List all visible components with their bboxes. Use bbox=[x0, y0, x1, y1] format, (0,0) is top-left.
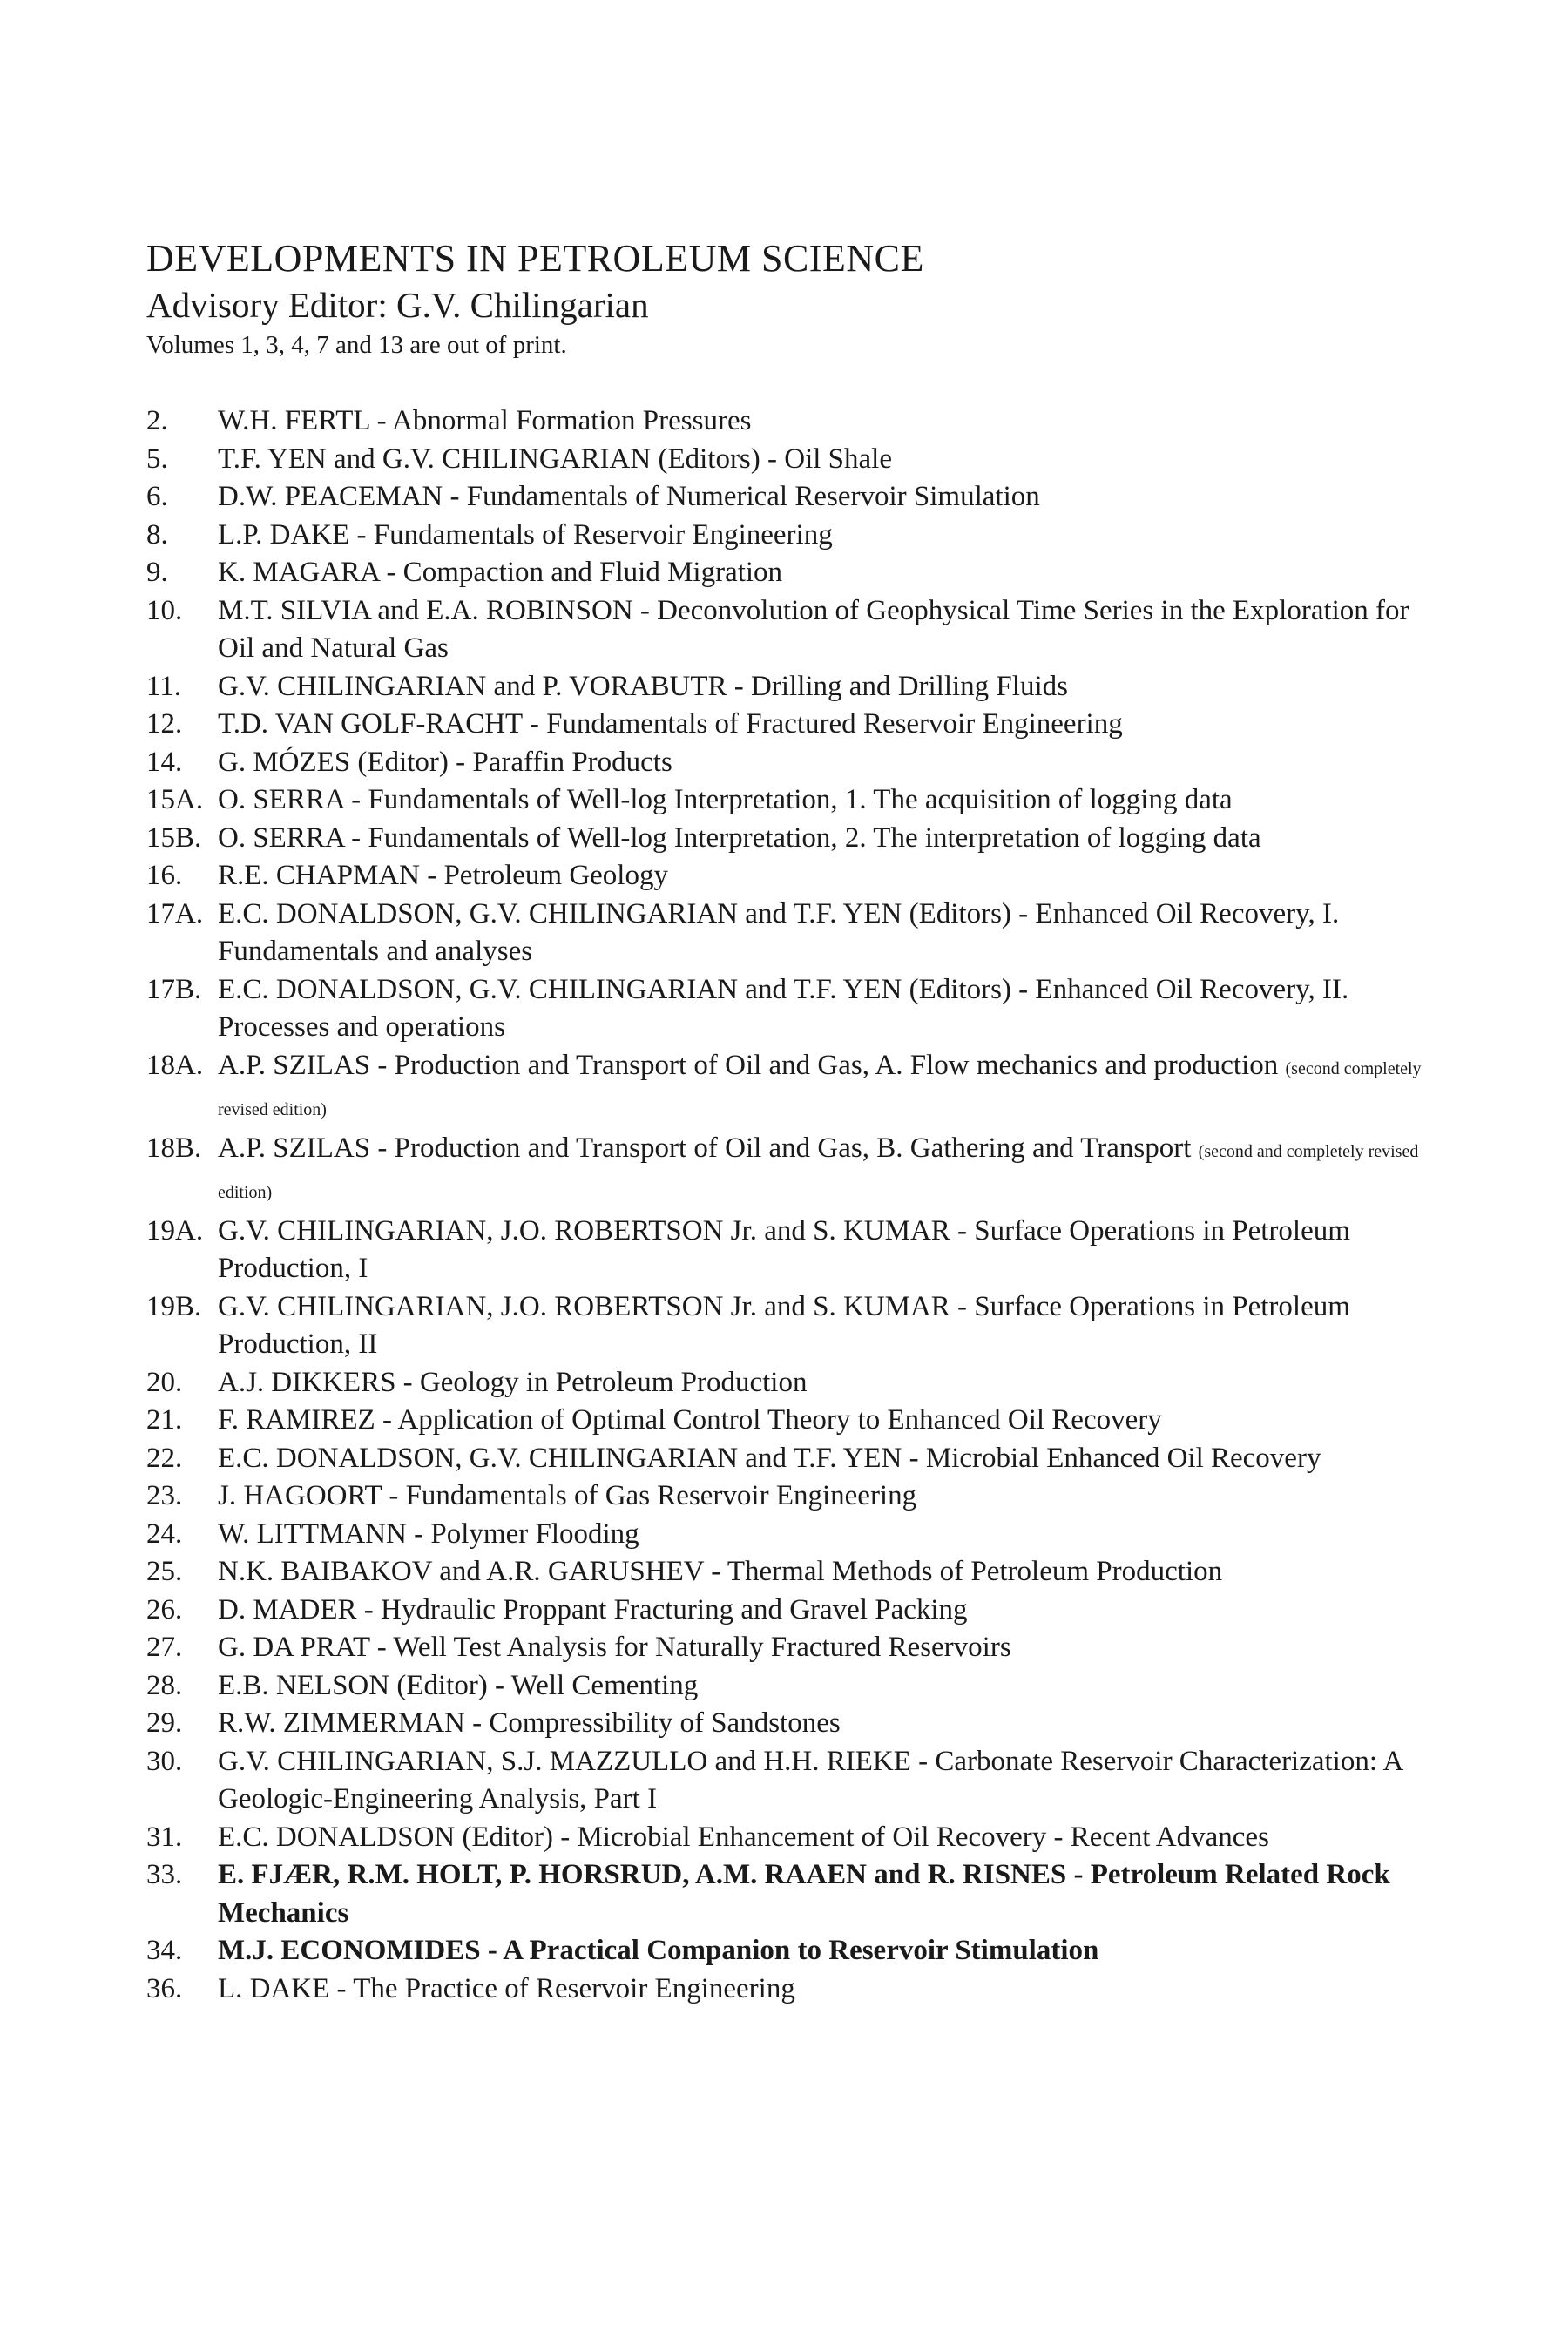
volume-number: 29. bbox=[146, 1707, 183, 1739]
volume-number: 26. bbox=[146, 1593, 183, 1625]
volume-entry bbox=[218, 1288, 1427, 1364]
volume-number: 31. bbox=[146, 1821, 183, 1853]
volume-number: 10. bbox=[146, 594, 183, 626]
volume-number: 30. bbox=[146, 1745, 183, 1777]
list-item bbox=[146, 896, 1427, 971]
volume-title: G. MÓZES (Editor) - Paraffin Products bbox=[218, 746, 672, 778]
volume-entry bbox=[218, 820, 1427, 858]
volume-entry bbox=[218, 1705, 1427, 1743]
volume-entry bbox=[218, 1047, 1427, 1130]
list-item bbox=[146, 1970, 1427, 2009]
volume-title: R.W. ZIMMERMAN - Compressibility of Sandstones bbox=[218, 1707, 841, 1739]
volume-number: 6. bbox=[146, 481, 168, 512]
volume-entry bbox=[218, 744, 1427, 782]
list-item bbox=[146, 1705, 1427, 1743]
list-item bbox=[146, 1592, 1427, 1630]
list-item bbox=[146, 1629, 1427, 1667]
volume-number: 16. bbox=[146, 860, 183, 891]
volume-number: 24. bbox=[146, 1517, 183, 1550]
volume-number: 5. bbox=[146, 443, 168, 475]
list-item bbox=[146, 402, 1427, 441]
list-item bbox=[146, 1516, 1427, 1554]
list-item bbox=[146, 1553, 1427, 1592]
volume-entry bbox=[218, 896, 1427, 971]
volume-title: L. DAKE - The Practice of Reservoir Engineering bbox=[218, 1972, 795, 2004]
volume-entry bbox=[218, 1402, 1427, 1440]
list-item bbox=[146, 1402, 1427, 1440]
list-item bbox=[146, 478, 1427, 517]
volume-entry bbox=[218, 478, 1427, 517]
volume-entry bbox=[218, 1477, 1427, 1516]
volume-entry bbox=[218, 781, 1427, 820]
volume-title: E.C. DONALDSON, G.V. CHILINGARIAN and T.F. YEN (Editors) - Enhanced Oil Recovery, II. Processes and operations bbox=[218, 973, 1349, 1043]
volume-number: 19B. bbox=[146, 1290, 202, 1322]
volume-title: A.P. SZILAS - Production and Transport of Oil and Gas, B. Gathering and Transport bbox=[218, 1132, 1192, 1164]
volume-entry bbox=[218, 1856, 1427, 1932]
volume-entry bbox=[218, 592, 1427, 668]
volume-title: E.B. NELSON (Editor) - Well Cementing bbox=[218, 1669, 699, 1701]
advisory-editor: Advisory Editor: G.V. Chilingarian bbox=[146, 285, 649, 325]
volume-entry bbox=[218, 971, 1427, 1047]
volume-number: 9. bbox=[146, 557, 168, 588]
volume-entry bbox=[218, 1516, 1427, 1554]
list-item bbox=[146, 592, 1427, 668]
volume-entry bbox=[218, 1592, 1427, 1630]
volume-title: T.F. YEN and G.V. CHILINGARIAN (Editors) - Oil Shale bbox=[218, 443, 892, 475]
volume-number: 15B. bbox=[146, 821, 202, 854]
volume-number: 19A. bbox=[146, 1214, 204, 1247]
list-item bbox=[146, 1667, 1427, 1706]
volume-entry bbox=[218, 1932, 1427, 1970]
list-item bbox=[146, 1130, 1427, 1213]
volume-edition-note: (second and completely revised edition) bbox=[218, 1141, 1419, 1202]
volume-title: W. LITTMANN - Polymer Flooding bbox=[218, 1517, 639, 1550]
volume-edition-note: (second completely revised edition) bbox=[218, 1058, 1422, 1119]
volume-title: E.C. DONALDSON (Editor) - Microbial Enhancement of Oil Recovery - Recent Advances bbox=[218, 1821, 1269, 1853]
volume-title: G.V. CHILINGARIAN, J.O. ROBERTSON Jr. and S. KUMAR - Surface Operations in Petroleum Production, II bbox=[218, 1290, 1350, 1360]
volume-number: 17B. bbox=[146, 973, 202, 1005]
volume-number: 14. bbox=[146, 746, 183, 778]
volume-title: F. RAMIREZ - Application of Optimal Control Theory to Enhanced Oil Recovery bbox=[218, 1404, 1162, 1436]
volume-title: K. MAGARA - Compaction and Fluid Migration bbox=[218, 557, 783, 588]
volume-title: E.C. DONALDSON, G.V. CHILINGARIAN and T.F. YEN (Editors) - Enhanced Oil Recovery, I. Fundamentals and analyses bbox=[218, 897, 1340, 967]
list-item bbox=[146, 1440, 1427, 1478]
list-item bbox=[146, 744, 1427, 782]
volume-entry bbox=[218, 441, 1427, 479]
volume-entry bbox=[218, 1743, 1427, 1819]
volume-title: E.C. DONALDSON, G.V. CHILINGARIAN and T.F. YEN - Microbial Enhanced Oil Recovery bbox=[218, 1442, 1321, 1474]
volume-number: 18B. bbox=[146, 1132, 202, 1164]
list-item bbox=[146, 517, 1427, 555]
volume-title: O. SERRA - Fundamentals of Well-log Interpretation, 2. The interpretation of logging data bbox=[218, 821, 1261, 854]
volume-number: 2. bbox=[146, 405, 168, 436]
series-header bbox=[146, 237, 1453, 361]
volume-entry bbox=[218, 1819, 1427, 1857]
volume-number: 27. bbox=[146, 1632, 183, 1663]
volume-entry bbox=[218, 517, 1427, 555]
volume-number: 17A. bbox=[146, 897, 204, 929]
list-item bbox=[146, 1819, 1427, 1857]
volume-entry bbox=[218, 1130, 1427, 1213]
volume-title: G.V. CHILINGARIAN, J.O. ROBERTSON Jr. and S. KUMAR - Surface Operations in Petroleum Production, I bbox=[218, 1214, 1350, 1284]
list-item bbox=[146, 1477, 1427, 1516]
list-item bbox=[146, 1932, 1427, 1970]
volume-number: 12. bbox=[146, 708, 183, 740]
volume-number: 8. bbox=[146, 518, 168, 551]
volume-title: M.J. ECONOMIDES - A Practical Companion to Reservoir Stimulation bbox=[218, 1935, 1099, 1966]
volume-title: D.W. PEACEMAN - Fundamentals of Numerical Reservoir Simulation bbox=[218, 481, 1040, 512]
volume-title: D. MADER - Hydraulic Proppant Fracturing and Gravel Packing bbox=[218, 1593, 968, 1625]
volume-entry bbox=[218, 1667, 1427, 1706]
volume-number: 22. bbox=[146, 1442, 183, 1474]
volume-title: E. FJÆR, R.M. HOLT, P. HORSRUD, A.M. RAAEN and R. RISNES - Petroleum Related Rock Mechanics bbox=[218, 1859, 1390, 1929]
volume-entry bbox=[218, 857, 1427, 896]
list-item bbox=[146, 1743, 1427, 1819]
volume-entry bbox=[218, 1364, 1427, 1402]
volume-number: 20. bbox=[146, 1366, 183, 1398]
volume-title: G. DA PRAT - Well Test Analysis for Naturally Fractured Reservoirs bbox=[218, 1632, 1011, 1663]
volume-number: 11. bbox=[146, 670, 182, 702]
volume-title: L.P. DAKE - Fundamentals of Reservoir Engineering bbox=[218, 518, 833, 551]
volume-title: A.J. DIKKERS - Geology in Petroleum Production bbox=[218, 1366, 808, 1398]
list-item bbox=[146, 668, 1427, 706]
volume-entry bbox=[218, 1213, 1427, 1288]
list-item bbox=[146, 857, 1427, 896]
volume-title: M.T. SILVIA and E.A. ROBINSON - Deconvolution of Geophysical Time Series in the Exploration for Oil and Natural Gas bbox=[218, 594, 1409, 664]
volume-title: R.E. CHAPMAN - Petroleum Geology bbox=[218, 860, 668, 891]
volume-entry bbox=[218, 1629, 1427, 1667]
volume-title: G.V. CHILINGARIAN and P. VORABUTR - Drilling and Drilling Fluids bbox=[218, 670, 1068, 702]
list-item bbox=[146, 554, 1427, 592]
volume-number: 25. bbox=[146, 1556, 183, 1587]
list-item bbox=[146, 781, 1427, 820]
volume-entry bbox=[218, 1970, 1427, 2009]
volume-title: G.V. CHILINGARIAN, S.J. MAZZULLO and H.H. RIEKE - Carbonate Reservoir Characterization: A Geologic-Engineering Analysis, Part I bbox=[218, 1745, 1402, 1815]
list-item bbox=[146, 1213, 1427, 1288]
volume-number: 33. bbox=[146, 1859, 183, 1890]
volume-title: N.K. BAIBAKOV and A.R. GARUSHEV - Thermal Methods of Petroleum Production bbox=[218, 1556, 1223, 1587]
volume-title: T.D. VAN GOLF-RACHT - Fundamentals of Fractured Reservoir Engineering bbox=[218, 708, 1123, 740]
list-item bbox=[146, 441, 1427, 479]
list-item bbox=[146, 1856, 1427, 1932]
volume-number: 18A. bbox=[146, 1049, 204, 1081]
volume-number: 21. bbox=[146, 1404, 183, 1436]
list-item bbox=[146, 1047, 1427, 1130]
volume-title: O. SERRA - Fundamentals of Well-log Interpretation, 1. The acquisition of logging data bbox=[218, 784, 1233, 815]
volume-number: 36. bbox=[146, 1972, 183, 2004]
volume-number: 15A. bbox=[146, 784, 204, 815]
volume-entry bbox=[218, 402, 1427, 441]
series-title: DEVELOPMENTS IN PETROLEUM SCIENCE bbox=[146, 237, 924, 280]
list-item bbox=[146, 820, 1427, 858]
volume-entry bbox=[218, 554, 1427, 592]
list-item bbox=[146, 1364, 1427, 1402]
volume-entry bbox=[218, 1553, 1427, 1592]
volume-number: 28. bbox=[146, 1669, 183, 1701]
volume-title: A.P. SZILAS - Production and Transport of Oil and Gas, A. Flow mechanics and production bbox=[218, 1049, 1279, 1081]
volume-number: 34. bbox=[146, 1935, 183, 1966]
volume-entry bbox=[218, 668, 1427, 706]
volume-title: W.H. FERTL - Abnormal Formation Pressures bbox=[218, 405, 752, 436]
volume-number: 23. bbox=[146, 1480, 183, 1511]
volume-entry bbox=[218, 1440, 1427, 1478]
volume-list bbox=[146, 402, 1427, 2008]
list-item bbox=[146, 706, 1427, 744]
list-item bbox=[146, 1288, 1427, 1364]
list-item bbox=[146, 971, 1427, 1047]
volume-entry bbox=[218, 706, 1427, 744]
out-of-print-note: Volumes 1, 3, 4, 7 and 13 are out of print. bbox=[146, 331, 567, 359]
volume-title: J. HAGOORT - Fundamentals of Gas Reservoir Engineering bbox=[218, 1480, 917, 1511]
